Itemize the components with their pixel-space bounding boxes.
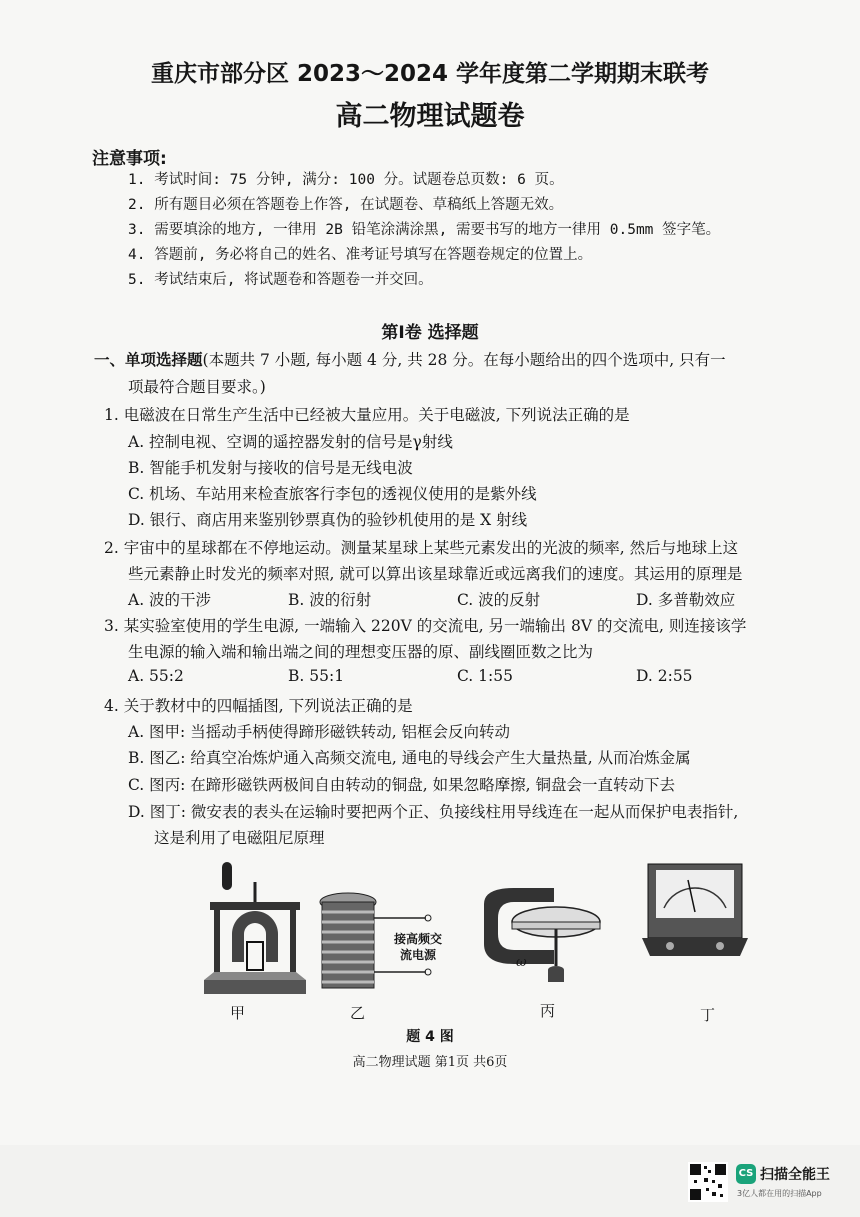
cs-logo-icon: CS <box>736 1164 756 1184</box>
q4-option-d: D. 图丁: 微安表的表头在运输时要把两个正、负接线柱用导线连在一起从而保护电表指针, <box>128 803 739 821</box>
part-instructions <box>94 348 726 370</box>
notice-heading: 注意事项: <box>92 149 167 169</box>
exam-subtitle: 高二物理试题卷 <box>335 101 525 132</box>
figure-bing-copper-disc <box>474 884 604 994</box>
q4-option-a: A. 图甲: 当摇动手柄使得蹄形磁铁转动, 铝框会反向转动 <box>128 723 511 741</box>
figure-label-yi: 乙 <box>350 1004 366 1022</box>
notice-item: 2. 所有题目必须在答题卷上作答, 在试题卷、草稿纸上答题无效。 <box>128 197 564 213</box>
q2-option-d: D. 多普勒效应 <box>636 591 736 609</box>
q1-option-d: D. 银行、商店用来鉴别钞票真伪的验钞机使用的是 X 射线 <box>128 511 528 529</box>
q2-stem: 2. 宇宙中的星球都在不停地运动。测量某星球上某些元素发出的光波的频率, 然后与地球上这 <box>104 539 739 557</box>
q2-stem-cont: 些元素静止时发光的频率对照, 就可以算出该星球靠近或远离我们的速度。其运用的原理是 <box>128 565 743 583</box>
q1-stem: 1. 电磁波在日常生产生活中已经被大量应用。关于电磁波, 下列说法正确的是 <box>104 406 630 424</box>
figure-label-bing: 丙 <box>540 1002 556 1020</box>
part-desc-cont: 项最符合题目要求。) <box>128 378 266 396</box>
notice-item: 3. 需要填涂的地方, 一律用 2B 铅笔涂满涂黑, 需要书写的地方一律用 0.5mm 签字笔。 <box>128 222 721 238</box>
q1-option-a: A. 控制电视、空调的遥控器发射的信号是γ射线 <box>128 433 453 451</box>
coil-label: 接高频交 <box>394 932 443 946</box>
q4-option-c: C. 图丙: 在蹄形磁铁两极间自由转动的铜盘, 如果忽略摩擦, 铜盘会一直转动下去 <box>128 776 676 794</box>
figure-label-jia: 甲 <box>230 1004 246 1022</box>
notice-item: 5. 考试结束后, 将试题卷和答题卷一并交回。 <box>128 272 433 288</box>
q3-option-c: C. 1:55 <box>457 667 513 685</box>
q4-stem: 4. 关于教材中的四幅插图, 下列说法正确的是 <box>104 697 413 715</box>
q2-option-b: B. 波的衍射 <box>288 591 372 609</box>
exam-title: 重庆市部分区 2023～2024 学年度第二学期期末联考 <box>150 61 710 87</box>
figure-caption: 题 4 图 <box>406 1029 454 1045</box>
page-footer: 高二物理试题 第1页 共6页 <box>352 1055 508 1070</box>
app-tagline: 3亿人都在用的扫描App <box>737 1189 822 1198</box>
part-desc: (本题共 7 小题, 每小题 4 分, 共 28 分。在每小题给出的四个选项中, 只有一 <box>202 351 726 369</box>
q3-option-b: B. 55:1 <box>288 667 345 685</box>
q1-option-c: C. 机场、车站用来检查旅客行李包的透视仪使用的是紫外线 <box>128 485 537 503</box>
q4-option-b: B. 图乙: 给真空冶炼炉通入高频交流电, 通电的导线会产生大量热量, 从而冶炼金属 <box>128 749 691 767</box>
qr-code-icon <box>688 1162 728 1202</box>
omega-label: ω <box>516 955 527 970</box>
figure-ding-microammeter <box>640 860 750 970</box>
q4-option-d-cont: 这是利用了电磁阻尼原理 <box>154 829 325 847</box>
q2-option-c: C. 波的反射 <box>457 591 541 609</box>
notice-item: 1. 考试时间: 75 分钟, 满分: 100 分。试题卷总页数: 6 页。 <box>128 172 564 188</box>
figure-label-ding: 丁 <box>700 1006 716 1024</box>
q2-option-a: A. 波的干涉 <box>128 591 212 609</box>
q3-stem: 3. 某实验室使用的学生电源, 一端输入 220V 的交流电, 另一端输出 8V 的交流电, 则连接该学 <box>104 617 747 635</box>
coil-label-cont: 流电源 <box>400 948 437 962</box>
q3-stem-cont: 生电源的输入端和输出端之间的理想变压器的原、副线圈匝数之比为 <box>128 643 594 661</box>
section-title: 第Ⅰ卷 选择题 <box>381 323 479 343</box>
camscanner-watermark <box>688 1158 858 1208</box>
part-label: 一、单项选择题 <box>94 351 203 369</box>
q3-option-a: A. 55:2 <box>128 667 184 685</box>
notice-item: 4. 答题前, 务必将自己的姓名、准考证号填写在答题卷规定的位置上。 <box>128 247 593 263</box>
q1-option-b: B. 智能手机发射与接收的信号是无线电波 <box>128 459 413 477</box>
app-name: 扫描全能王 <box>760 1167 830 1183</box>
figure-jia-magnet-frame <box>200 862 310 1002</box>
q3-option-d: D. 2:55 <box>636 667 693 685</box>
